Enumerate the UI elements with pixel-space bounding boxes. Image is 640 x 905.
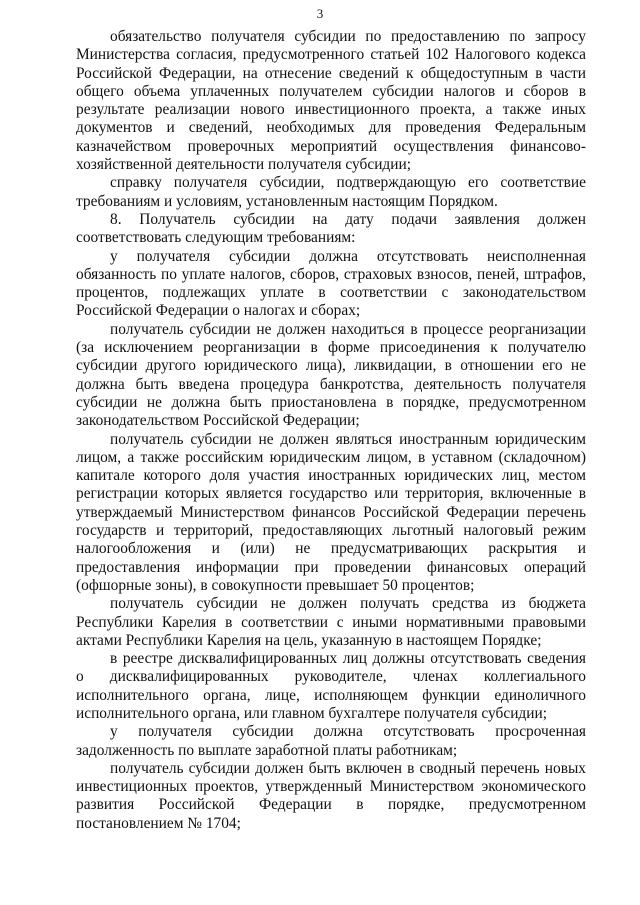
paragraph-investment-project-list: получатель субсидии должен быть включен в сводный перечень новых инвестиционных проектов, утвержденный Министерством экономического развития Российской Федерации в порядке, предусмотренном постановлением № 1704; bbox=[76, 759, 586, 832]
paragraph-no-disqualified-persons: в реестре дисквалифицированных лиц должны отсутствовать сведения о дисквалифицированных руководителе, членах коллегиального исполнительного органа, лице, исполняющем функции единоличного исполнительного органа, или главном бухгалтере получателя субсидии; bbox=[76, 650, 586, 722]
paragraph-not-foreign-entity: получатель субсидии не должен являться иностранным юридическим лицом, а также российским юридическим лицом, в уставном (складочном) капитале которого доля участия иностранных юридических лиц, местом регистрации которых является государство или территория, включенные в утверждаемый Министерством финансов Российской Федерации перечень государств и территорий, предоставляющих льготный налоговый режим налогообложения и (или) не предусматривающих раскрытия и предоставления информации при проведении финансовых операций (офшорные зоны), в совокупности превышает 50 процентов; bbox=[76, 430, 586, 594]
paragraph-consent-obligation: обязательство получателя субсидии по предоставлению по запросу Министерства согласия, предусмотренного статьей 102 Налогового кодекса Российской Федерации, на отнесение сведений к общедоступным в части общего объема уплаченных получателем субсидии налогов и сборов в результате реализации нового инвестиционного проекта, а также иных документов и сведений, необходимых для проведения Федеральным казначейством проверочных мероприятий осуществления финансово-хозяйственной деятельности получателя субсидии; bbox=[76, 28, 586, 174]
paragraph-no-wage-arrears: у получателя субсидии должна отсутствовать просроченная задолженность по выплате заработной платы работникам; bbox=[76, 723, 586, 759]
document-body bbox=[76, 28, 586, 833]
page-number: 3 bbox=[316, 6, 324, 21]
paragraph-clause-8-intro: 8. Получатель субсидии на дату подачи заявления должен соответствовать следующим требованиям: bbox=[76, 210, 586, 247]
paragraph-no-tax-debt: у получателя субсидии должна отсутствовать неисполненная обязанность по уплате налогов, сборов, страховых взносов, пеней, штрафов, процентов, подлежащих уплате в соответствии с законодательством Российской Федерации о налогах и сборах; bbox=[76, 247, 586, 320]
paragraph-compliance-certificate: справку получателя субсидии, подтверждающую его соответствие требованиям и условиям, установленным настоящим Порядком. bbox=[76, 174, 586, 210]
paragraph-no-other-budget-funds: получатель субсидии не должен получать средства из бюджета Республики Карелия в соответствии с иными нормативными правовыми актами Республики Карелия на цель, указанную в настоящем Порядке; bbox=[76, 595, 586, 649]
paragraph-no-reorganization: получатель субсидии не должен находиться в процессе реорганизации (за исключением реорганизации в форме присоединения к получателю субсидии другого юридического лица), ликвидации, в отношении его не должна быть введена процедура банкротства, деятельность получателя субсидии не должна быть приостановлена в порядке, предусмотренном законодательством Российской Федерации; bbox=[76, 320, 586, 430]
